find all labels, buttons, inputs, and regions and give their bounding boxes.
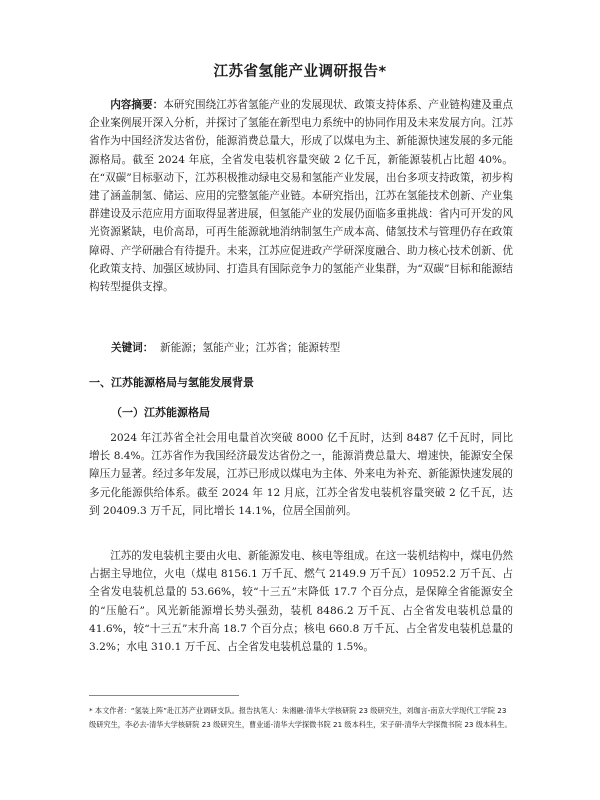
keywords-text: 新能源；氢能产业；江苏省；能源转型 [160,342,341,354]
report-title: 江苏省氢能产业调研报告* [213,64,387,80]
footnote: * 本文作者：“氢装上阵”赴江苏产业调研支队。报告执笔人：朱湘融-清华大学核研院 23 级研究生，刘珈言-南京大学现代工学院 23 级研究生，李必去-清华大学核研院 23 级研究生，曹业遥-清华大学探微书院 21 级本科生，宋子研-清华大学探微书院 23 级本科生。 [89,706,512,729]
abstract-text: 本研究围绕江苏省氢能产业的发展现状、政策支持体系、产业链构建及重点企业案例展开深入分析，并探讨了氢能在新型电力系统中的协同作用及未来发展方向。江苏省作为中国经济发达省份，能源消费总量大，形成了以煤电为主、新能源快速发展的多元能源格局。截至 2024 年底，全省发电装机容量突破 2 亿千瓦，新能源装机占比超 40%。在“双碳”目标驱动下，江苏积极推动绿电交易和氢能产业发展，出台多项支持政策，初步构建了涵盖制氢、储运、应用的完整氢能产业链。本研究指出，江苏在氢能技术创新、产业集群建设及示范应用方面取得显著进展，但氢能产业的发展仍面临多重挑战：省内可开发的风光资源紧缺，电价高昂，可再生能源就地消纳制氢生产成本高、储氢技术与管理仍存在政策障碍、产学研融合有待提升。未来，江苏应促进政产学研深度融合、助力核心技术创新、优化政策支持、加强区域协同、打造具有国际竞争力的氢能产业集群，为“双碳”目标和能源结构转型提供支撑。 [89,99,514,294]
footnote-divider [89,695,239,696]
abstract-label: 内容摘要： [110,99,164,111]
subsection-heading: （一）江苏能源格局 [111,406,210,419]
abstract-paragraph [89,96,513,296]
keywords-line [111,340,340,355]
keywords-label: 关键词： [111,342,154,354]
section-heading: 一、江苏能源格局与氢能发展背景 [89,376,254,389]
body-paragraph-2: 江苏的发电装机主要由火电、新能源发电、核电等组成。在这一装机结构中，煤电仍然占据主导地位，火电（煤电 8156.1 万千瓦、燃气 2149.9 万千瓦）10952.2 万千瓦、占全省发电装机总量的 53.66%，较“十三五”末降低 17.7 个百分点，是保障全省能源安全的“压舱石”。风光新能源增长势头强劲，装机 8486.2 万千瓦、占全省发电装机总量的 41.6%，较“十三五”末升高 18.7 个百分点；核电 660.8 万千瓦、占全省发电装机总量的 3.2%；水电 310.1 万千瓦、占全省发电装机总量的 1.5%。 [89,550,513,654]
body-paragraph-1: 2024 年江苏省全社会用电量首次突破 8000 亿千瓦时，达到 8487 亿千瓦时，同比增长 8.4%。江苏省作为我国经济最发达省份之一，能源消费总量大、增速快，能源安全保障压力显著。经过多年发展，江苏已形成以煤电为主体、外来电为补充、新能源快速发展的多元化能源供给体系。截至 2024 年 12 月底，江苏全省发电装机容量突破 2 亿千瓦，达到 20409.3 万千瓦，同比增长 14.1%，位居全国前列。 [89,432,513,517]
